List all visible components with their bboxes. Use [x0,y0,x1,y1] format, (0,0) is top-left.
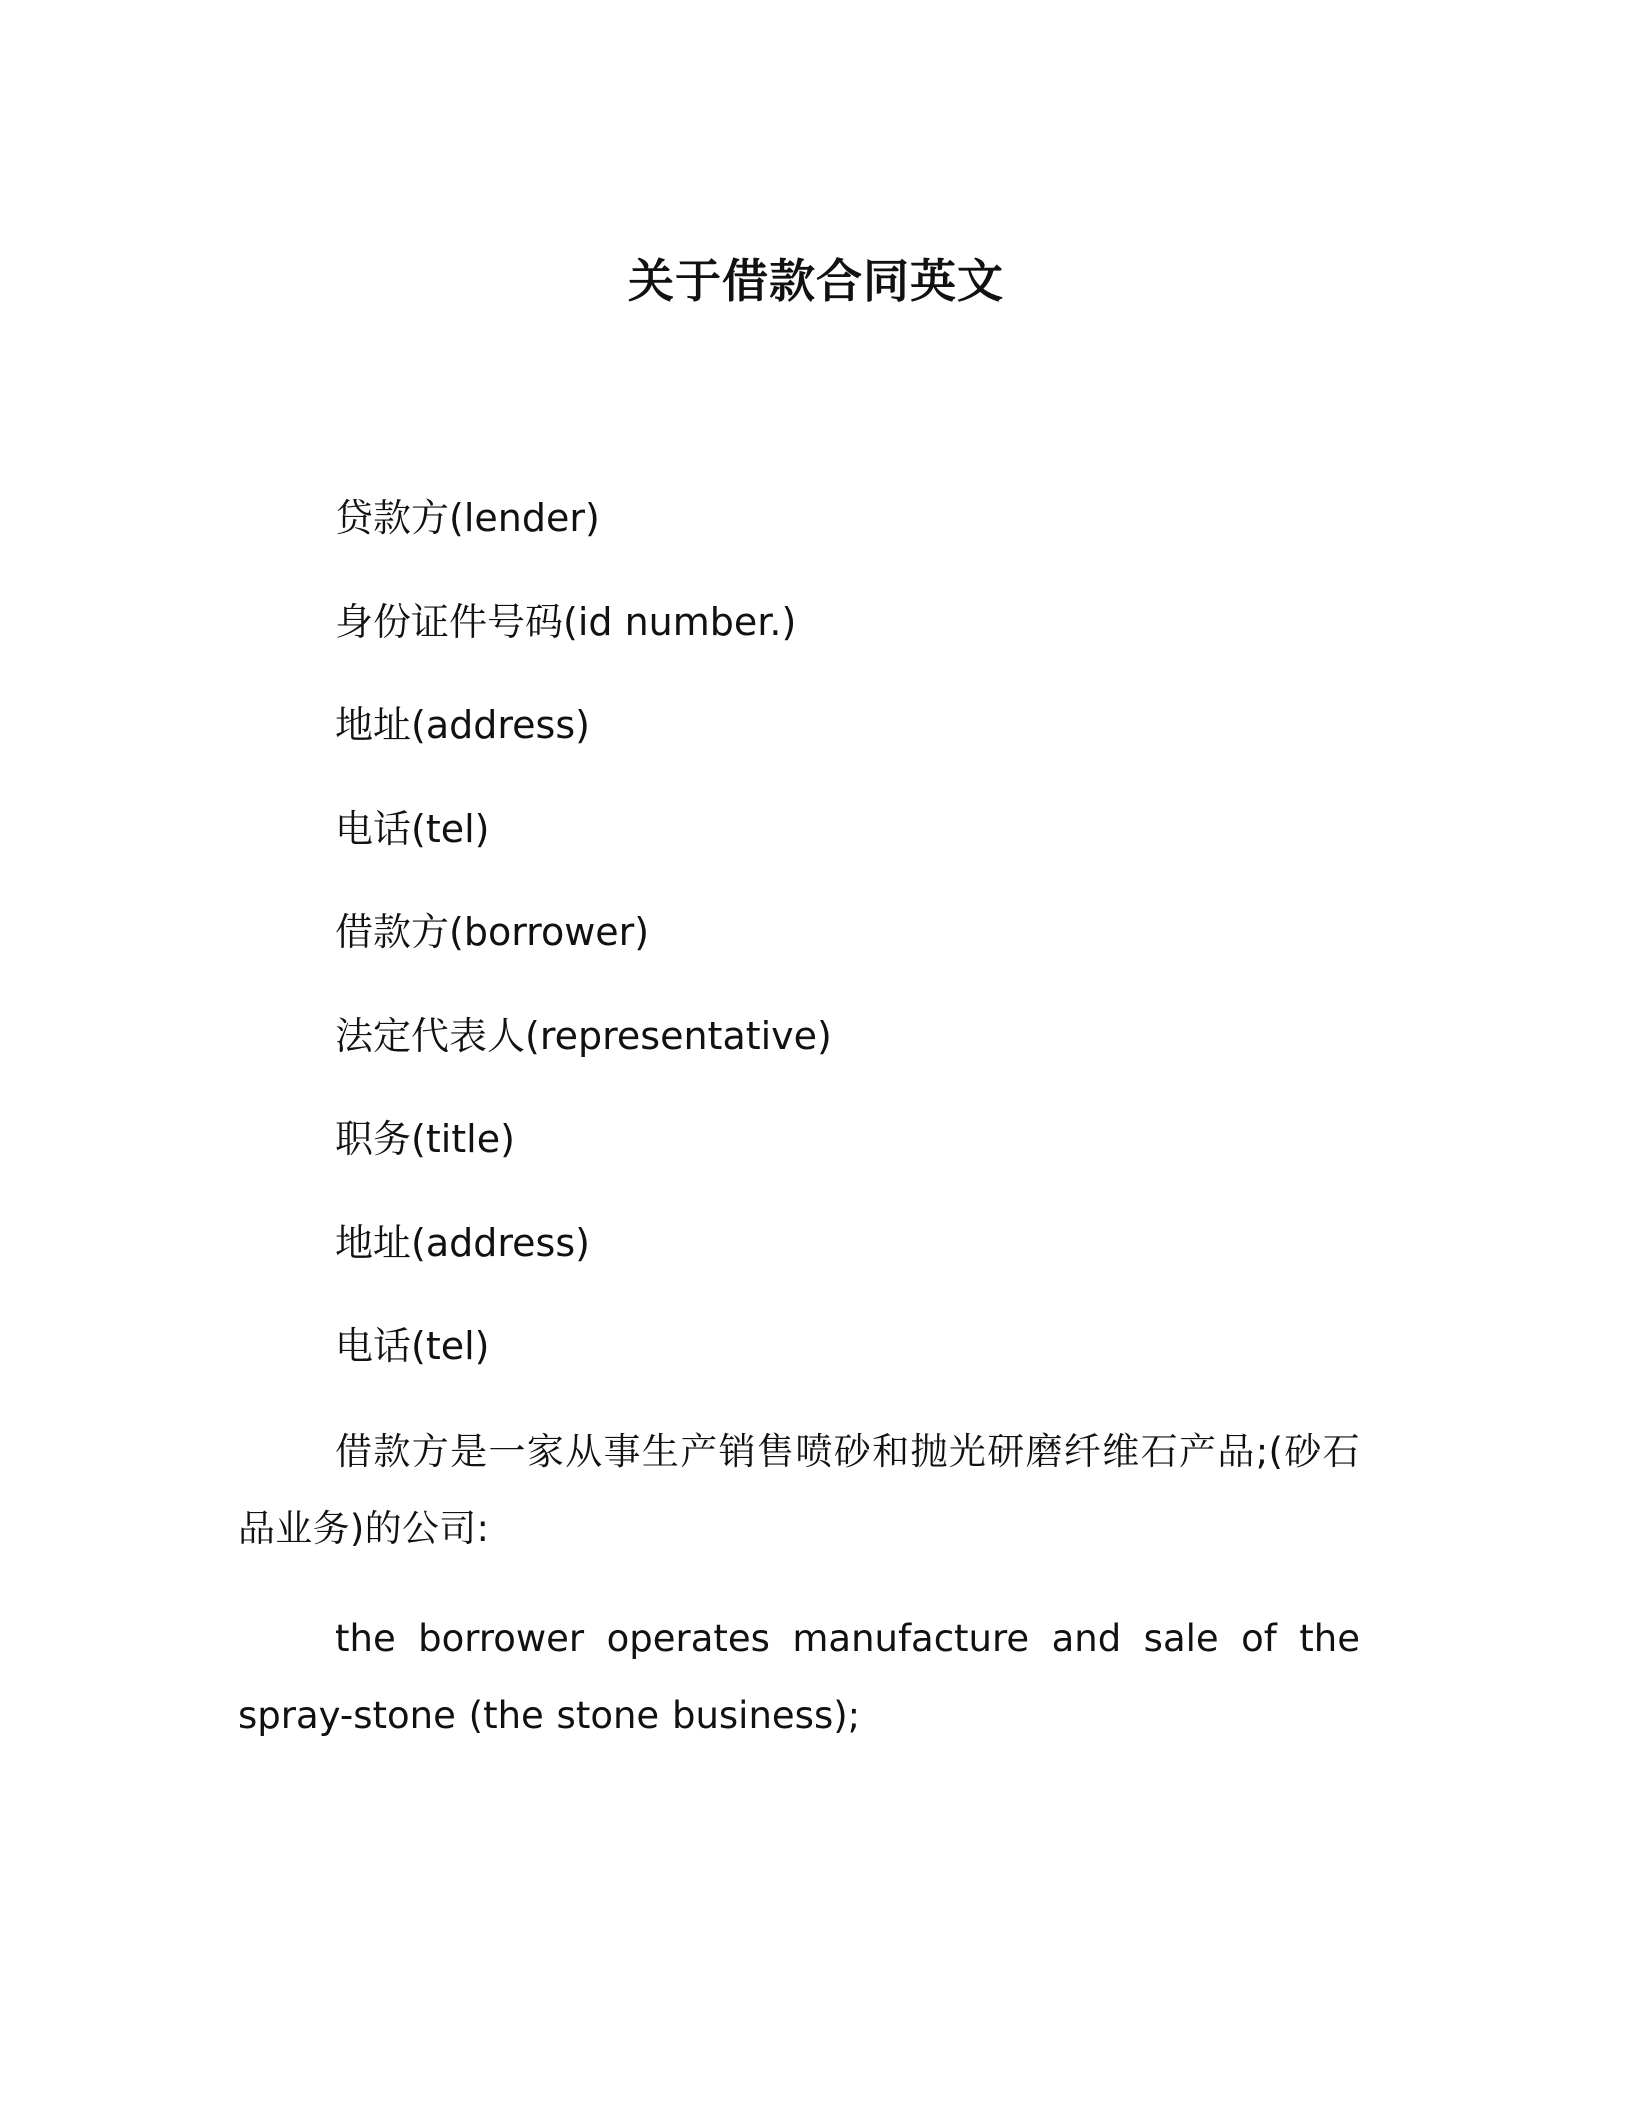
field-lender-tel: 电话(tel) [335,806,490,851]
field-borrower: 借款方(borrower) [335,910,650,954]
field-lender-id-number: 身份证件号码(id number.) [335,599,797,644]
field-borrower-address: 地址(address) [335,1220,590,1265]
field-borrower-tel: 电话(tel) [335,1324,490,1368]
borrower-business-paragraph-en: the borrower operates manufacture and sale of the spray-stone (the stone business); [238,1617,1360,1737]
party-field-list [335,490,1435,1422]
borrower-business-paragraph-cn: 借款方是一家从事生产销售喷砂和抛光研磨纤维石产品;(砂石品业务)的公司: [238,1430,1360,1550]
field-lender: 贷款方(lender) [335,496,600,540]
field-borrower-title: 职务(title) [335,1117,515,1161]
field-lender-address: 地址(address) [335,703,590,747]
document-title: 关于借款合同英文 [628,253,1004,308]
field-borrower-representative: 法定代表人(representative) [335,1013,832,1058]
